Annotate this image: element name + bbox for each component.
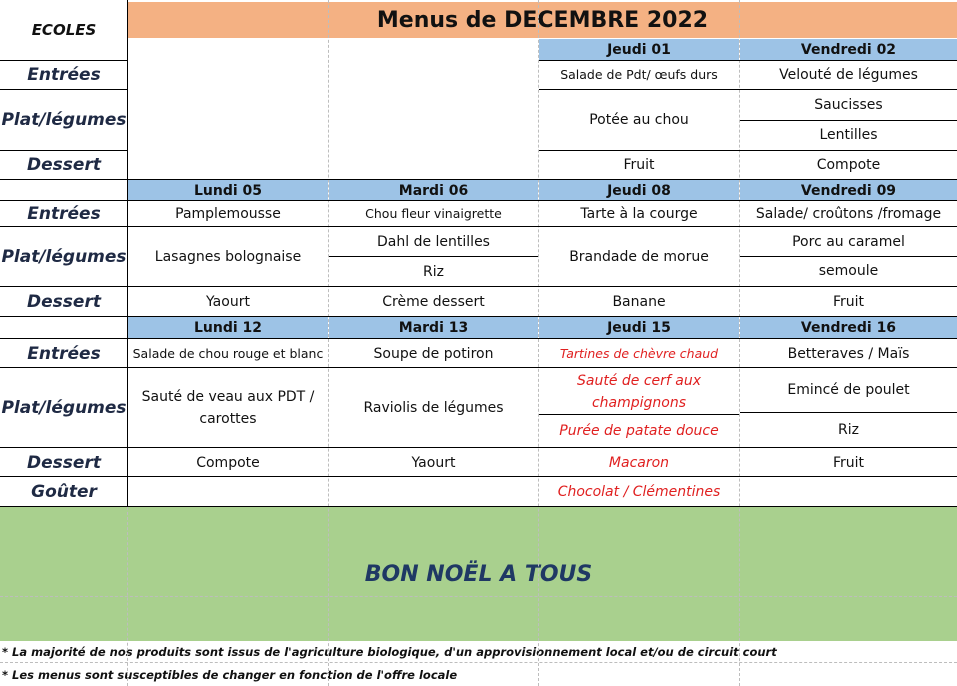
- w3-jeudi-gouter: Chocolat / Clémentines: [557, 483, 721, 500]
- w2-jeudi-dessert: Banane: [612, 293, 666, 310]
- w1-vendredi-entree: Velouté de légumes: [779, 67, 918, 83]
- day-header-lundi-12: Lundi 12: [128, 317, 328, 338]
- w2-mardi-dessert: Crème dessert: [382, 293, 485, 310]
- w1-jeudi-dessert: Fruit: [623, 157, 655, 173]
- label-entrees-w1: Entrées: [27, 65, 101, 85]
- w2-vendredi-plat2: semoule: [818, 263, 879, 279]
- day-header-lundi-05: Lundi 05: [128, 180, 328, 201]
- day-header-jeudi-01: Jeudi 01: [539, 39, 739, 60]
- w1-jeudi-entree: Salade de Pdt/ œufs durs: [560, 67, 718, 82]
- w3-vendredi-entree: Betteraves / Maïs: [787, 345, 910, 362]
- w3-mardi-plat: Raviolis de légumes: [363, 400, 504, 416]
- note-bio: * La majorité de nos produits sont issus de l'agriculture biologique, d'un approvisionnement local et/ou de circuit court: [2, 645, 777, 659]
- day-header-vendredi-16: Vendredi 16: [740, 317, 957, 338]
- w3-mardi-entree: Soupe de potiron: [373, 345, 494, 362]
- label-dessert-w1: Dessert: [27, 155, 101, 175]
- w2-jeudi-plat: Brandade de morue: [569, 249, 709, 265]
- day-header-vendredi-09: Vendredi 09: [740, 180, 957, 201]
- ecoles-label: ECOLES: [31, 21, 97, 39]
- w3-jeudi-entree: Tartines de chèvre chaud: [559, 345, 719, 361]
- w3-lundi-entree: Salade de chou rouge et blanc: [132, 345, 324, 361]
- day-header-mardi-06: Mardi 06: [329, 180, 538, 201]
- w2-lundi-entree: Pamplemousse: [175, 206, 281, 222]
- w2-vendredi-plat1: Porc au caramel: [792, 233, 905, 250]
- day-header-jeudi-15: Jeudi 15: [539, 317, 739, 338]
- w2-vendredi-dessert: Fruit: [832, 293, 865, 310]
- w2-lundi-plat: Lasagnes bolognaise: [154, 249, 302, 265]
- label-entrees-w2: Entrées: [27, 204, 101, 224]
- day-header-vendredi-02: Vendredi 02: [740, 39, 957, 60]
- w1-vendredi-dessert: Compote: [816, 157, 881, 173]
- w3-vendredi-plat2: Riz: [838, 421, 859, 438]
- banner-text: BON NOËL A TOUS: [364, 561, 593, 587]
- w3-jeudi-plat1: Sauté de cerf aux champignons: [576, 372, 702, 411]
- w1-vendredi-plat1: Saucisses: [814, 97, 883, 113]
- label-plat-w3: Plat/légumes: [1, 398, 127, 418]
- w3-vendredi-dessert: Fruit: [832, 454, 865, 471]
- label-dessert-w2: Dessert: [27, 291, 101, 312]
- w3-lundi-dessert: Compote: [196, 454, 260, 471]
- note-changes: * Les menus sont susceptibles de changer en fonction de l'offre locale: [2, 668, 458, 682]
- w1-vendredi-plat2: Lentilles: [819, 127, 878, 143]
- w2-jeudi-entree: Tarte à la courge: [580, 206, 698, 222]
- w3-lundi-plat: Sauté de veau aux PDT / carottes: [141, 389, 315, 427]
- w3-vendredi-plat1: Emincé de poulet: [787, 382, 910, 398]
- w2-mardi-plat2: Riz: [423, 264, 444, 280]
- w3-jeudi-dessert: Macaron: [608, 454, 670, 471]
- w1-jeudi-plat: Potée au chou: [589, 112, 689, 128]
- page-title: Menus de DECEMBRE 2022: [376, 7, 709, 33]
- label-plat-w1: Plat/légumes: [1, 110, 127, 130]
- w3-jeudi-plat2: Purée de patate douce: [559, 422, 719, 439]
- label-gouter: Goûter: [31, 481, 97, 502]
- w2-mardi-plat1: Dahl de lentilles: [377, 234, 490, 250]
- day-header-jeudi-08: Jeudi 08: [539, 180, 739, 201]
- label-plat-w2: Plat/légumes: [1, 247, 127, 267]
- w3-mardi-dessert: Yaourt: [411, 454, 456, 471]
- w2-lundi-dessert: Yaourt: [206, 293, 250, 310]
- label-dessert-w3: Dessert: [27, 452, 101, 473]
- w2-mardi-entree: Chou fleur vinaigrette: [365, 206, 502, 221]
- w2-vendredi-entree: Salade/ croûtons /fromage: [755, 206, 942, 222]
- label-entrees-w3: Entrées: [27, 343, 101, 364]
- day-header-mardi-13: Mardi 13: [329, 317, 538, 338]
